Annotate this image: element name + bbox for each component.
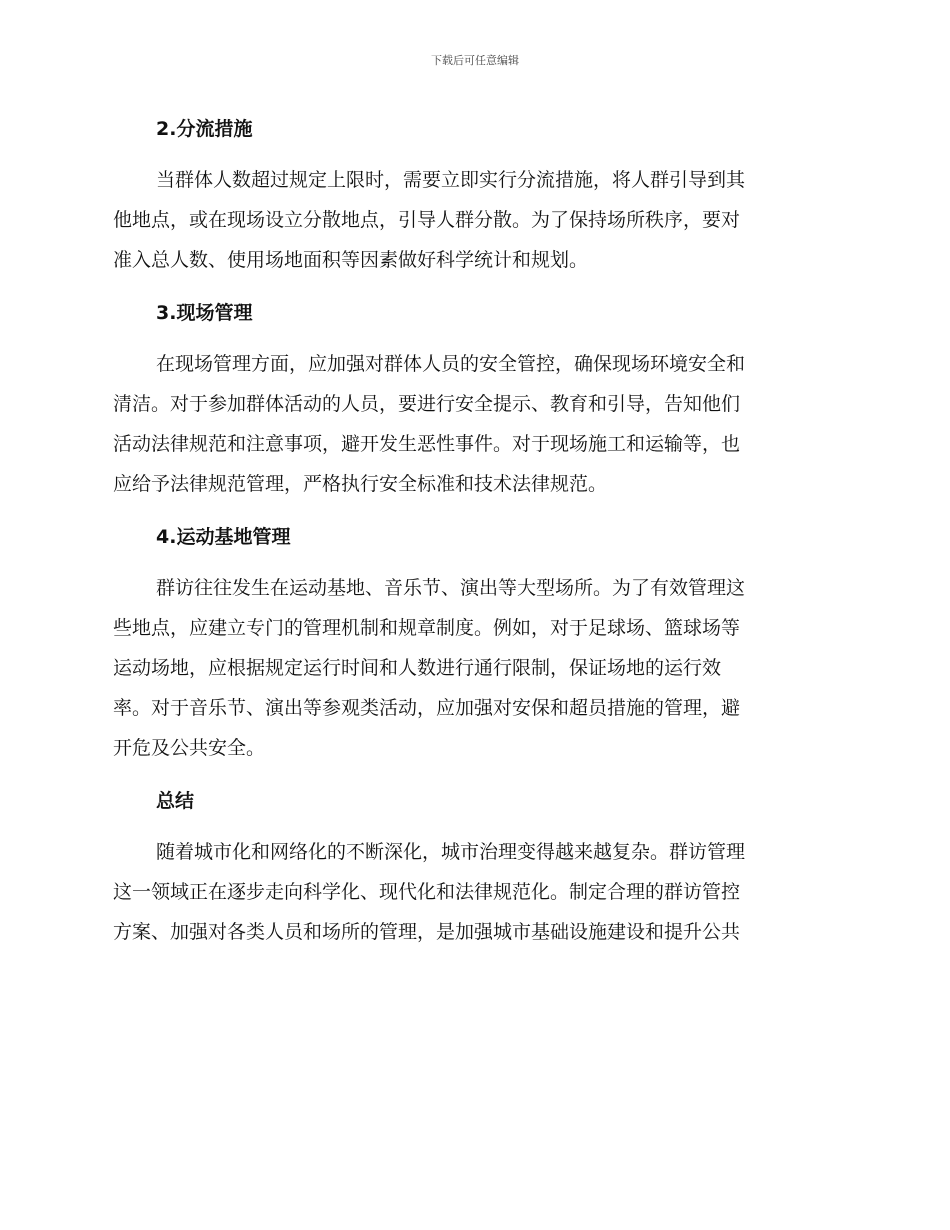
paragraph-line: 应给予法律规范管理，严格执行安全标准和技术法律规范。 (113, 473, 608, 495)
paragraph-line: 些地点，应建立专门的管理机制和规章制度。例如，对于足球场、篮球场等 (113, 617, 741, 639)
page-header-note: 下载后可任意编辑 (431, 54, 519, 67)
section-summary (113, 786, 833, 952)
section-heading: 4.运动基地管理 (156, 526, 291, 548)
section-sports-base-management (113, 522, 833, 786)
paragraph-line: 当群体人数超过规定上限时，需要立即实行分流措施，将人群引导到其 (156, 169, 746, 191)
paragraph-line: 方案、加强对各类人员和场所的管理，是加强城市基础设施建设和提升公共 (113, 921, 741, 943)
section-paragraph (113, 832, 833, 952)
paragraph-line: 开危及公共安全。 (113, 737, 266, 759)
paragraph-line: 随着城市化和网络化的不断深化，城市治理变得越来越复杂。群访管理 (156, 841, 746, 863)
paragraph-line: 活动法律规范和注意事项，避开发生恶性事件。对于现场施工和运输等，也 (113, 433, 741, 455)
paragraph-line: 率。对于音乐节、演出等参观类活动，应加强对安保和超员措施的管理，避 (113, 697, 741, 719)
paragraph-line: 这一领域正在逐步走向科学化、现代化和法律规范化。制定合理的群访管控 (113, 881, 741, 903)
paragraph-line: 运动场地，应根据规定运行时间和人数进行通行限制，保证场地的运行效 (113, 657, 722, 679)
section-paragraph (113, 568, 833, 768)
section-paragraph (113, 160, 833, 280)
paragraph-line: 准入总人数、使用场地面积等因素做好科学统计和规划。 (113, 249, 589, 271)
section-paragraph (113, 344, 833, 504)
section-diversion (113, 114, 833, 298)
document-body (113, 114, 833, 952)
section-heading: 3.现场管理 (156, 302, 253, 324)
paragraph-line: 他地点，或在现场设立分散地点，引导人群分散。为了保持场所秩序，要对 (113, 209, 741, 231)
paragraph-line: 清洁。对于参加群体活动的人员，要进行安全提示、教育和引导，告知他们 (113, 393, 741, 415)
paragraph-line: 在现场管理方面，应加强对群体人员的安全管控，确保现场环境安全和 (156, 353, 746, 375)
section-heading: 总结 (156, 790, 195, 812)
section-heading: 2.分流措施 (156, 118, 253, 140)
section-site-management (113, 298, 833, 522)
paragraph-line: 群访往往发生在运动基地、音乐节、演出等大型场所。为了有效管理这 (156, 577, 746, 599)
